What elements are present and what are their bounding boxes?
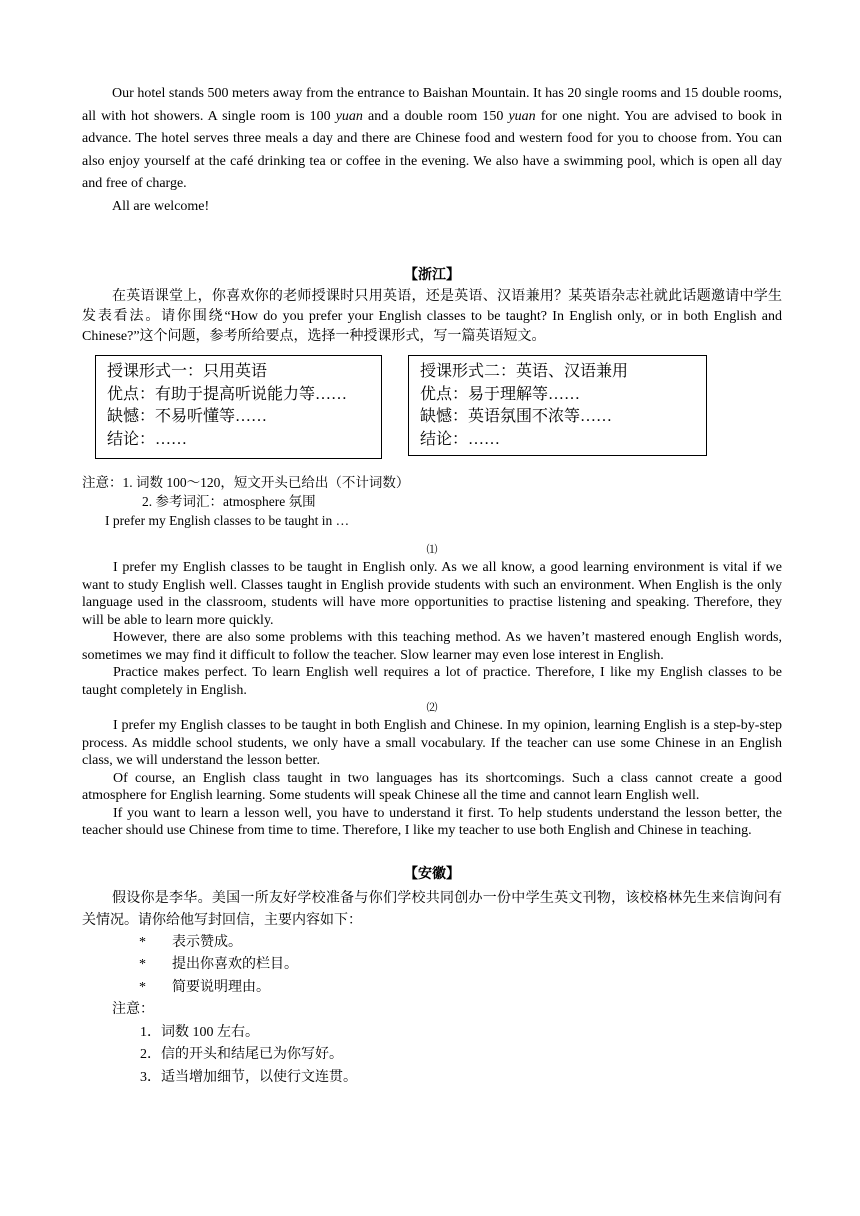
sample-essay-2 <box>82 717 782 840</box>
hotel-yuan-2: yuan <box>508 108 536 124</box>
essay-paragraph: However, there are also some problems with this teaching method. As we haven’t mastered enough English words, sometimes we may find it difficult to follow the teacher. Slow learner may even lose interest in English. <box>82 630 782 663</box>
hotel-paragraph <box>82 83 782 196</box>
bullet-mark: * <box>139 979 146 995</box>
essay-paragraph: Practice makes perfect. To learn English well requires a lot of practice. Therefore, I like my English classes to be taught completely in English. <box>82 665 782 698</box>
option-boxes <box>82 355 782 473</box>
hotel-text-a: Our hotel stands 500 meters away from the entrance to Baishan Mountain. It has 20 single rooms and 15 double rooms, all with hot showers. A single room is 100 <box>82 86 782 124</box>
anhui-bullets <box>82 932 782 1000</box>
box1-line: 结论：…… <box>107 430 188 448</box>
box1-line: 优点：有助于提高听说能力等…… <box>107 385 348 403</box>
hotel-text-c: for one night. You are advised to book in advance. The hotel serves three meals a day and there are Chinese food and western food for you to choose from. You can also enjoy yourself at the café drinking tea or coffee in the evening. We also have a swimming pool, which is open all day and free of charge. <box>82 108 782 191</box>
hotel-passage <box>82 83 782 218</box>
box1-line: 授课形式一：只用英语 <box>107 363 268 380</box>
bullet-mark: * <box>139 934 146 950</box>
bullet-text: 提出你喜欢的栏目。 <box>172 957 298 972</box>
zhejiang-note-1: 注意：1. 词数 100～120，短文开头已给出（不计词数） <box>82 475 410 490</box>
bullet-item <box>82 954 782 977</box>
box2-line: 授课形式二：英语、汉语兼用 <box>420 363 629 380</box>
option-box-english-only <box>95 355 382 459</box>
essay-paragraph: I prefer my English classes to be taught in English only. As we all know, a good learning environment is vital if we want to study English well. Classes taught in English provide students with such an environment. When English is the only language used in the classroom, students will have more opportunities to practise listening and speaking. Therefore, they will be able to learn more quickly. <box>82 560 782 628</box>
zhejiang-heading: 【浙江】 <box>404 268 460 283</box>
sample-essay-1 <box>82 559 782 699</box>
anhui-heading: 【安徽】 <box>404 866 460 882</box>
bullet-mark: * <box>139 957 146 972</box>
hotel-yuan-1: yuan <box>335 108 363 124</box>
anhui-note-label: 注意： <box>112 1002 154 1017</box>
box2-line: 优点：易于理解等…… <box>420 385 581 403</box>
box2-line: 结论：…… <box>420 430 501 448</box>
essay-paragraph: Of course, an English class taught in two languages has its shortcomings. Such a class cannot create a good atmosphere for English learning. Some students will speak Chinese all the time and cannot learn English well. <box>82 770 782 803</box>
hotel-text-b: and a double room 150 <box>362 108 509 124</box>
box2-line: 缺憾：英语氛围不浓等…… <box>420 408 613 425</box>
box1-line: 缺憾：不易听懂等…… <box>107 408 268 425</box>
essay-start-line: I prefer my English classes to be taught in … <box>105 513 350 528</box>
bullet-item <box>82 977 782 1000</box>
document-page <box>82 83 782 1089</box>
hotel-closing: All are welcome! <box>112 198 210 214</box>
bullet-item <box>82 932 782 955</box>
zhejiang-intro: 在英语课堂上，你喜欢你的老师授课时只用英语，还是英语、汉语兼用？某英语杂志社就此话题邀请中学生发表看法。请你围绕“How do you prefer your English classes to be taught? In English only, or in both English and Chinese?”这个问题，参考所给要点，选择一种授课形式，写一篇英语短文。 <box>82 289 782 344</box>
anhui-note-item: 3．适当增加细节，以使行文连贯。 <box>140 1069 357 1085</box>
anhui-note-item: 1．词数 100 左右。 <box>140 1024 259 1040</box>
essay-paragraph: If you want to learn a lesson well, you have to understand it first. To help students understand the lesson better, the teacher should use Chinese from time to time. Therefore, I like my teacher to use both English and Chinese in teaching. <box>82 805 782 838</box>
essay-paragraph: I prefer my English classes to be taught in both English and Chinese. In my opinion, learning English is a step-by-step process. As middle school students, we only have a small vocabulary. If the teacher can use some Chinese in an English class, we will understand the lesson better. <box>82 718 782 768</box>
bullet-text: 简要说明理由。 <box>172 979 270 995</box>
anhui-note-item: 2．信的开头和结尾已为你写好。 <box>140 1047 343 1062</box>
bullet-text: 表示赞成。 <box>172 934 242 950</box>
zhejiang-note-2: 2. 参考词汇：atmosphere 氛围 <box>142 494 316 509</box>
anhui-intro: 假设你是李华。美国一所友好学校准备与你们学校共同创办一份中学生英文刊物，该校格林先生来信询问有关情况。请你给他写封回信，主要内容如下： <box>82 890 782 928</box>
essay-label-1: ⑴ <box>426 544 438 556</box>
essay-label-2: ⑵ <box>426 702 438 714</box>
option-box-bilingual <box>408 355 707 456</box>
